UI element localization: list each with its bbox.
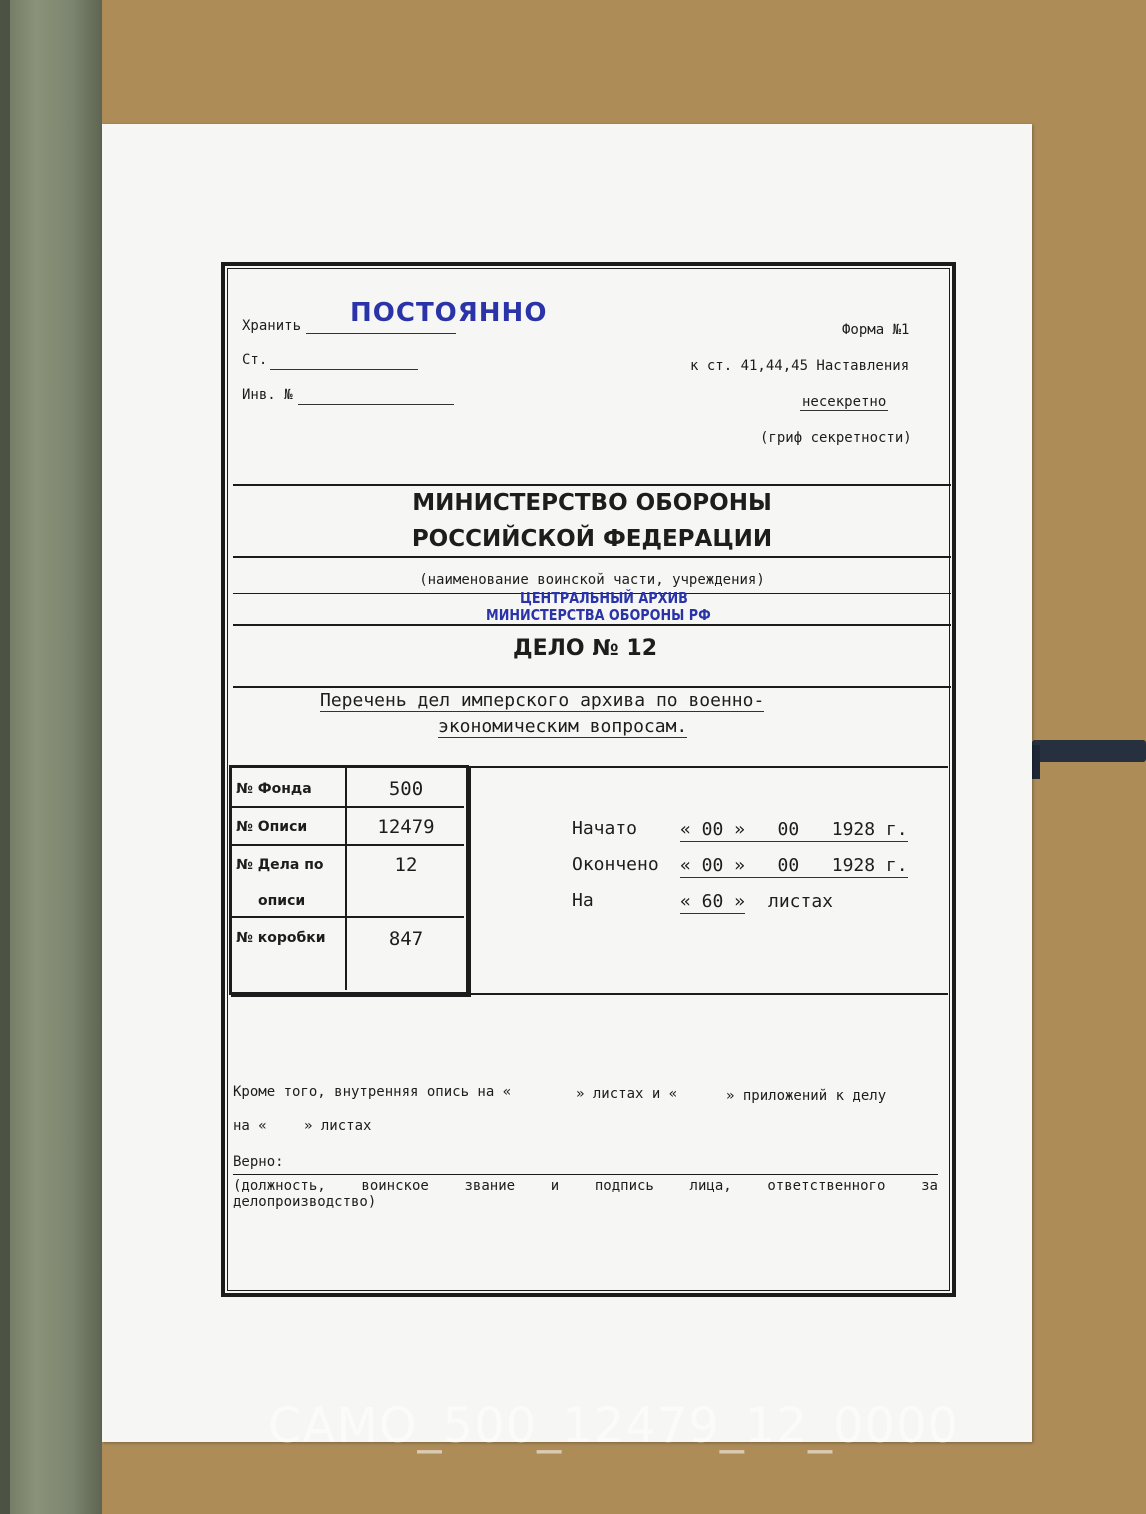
resp-word-2: воинское bbox=[361, 1178, 429, 1194]
end-date-row bbox=[680, 855, 908, 878]
tie-ribbon bbox=[1032, 740, 1146, 762]
folder-spine bbox=[0, 0, 102, 1514]
table-row-div-3 bbox=[232, 916, 464, 918]
divider-1 bbox=[233, 484, 951, 486]
fond-value: 500 bbox=[388, 778, 424, 800]
end-label: Окончено bbox=[572, 854, 659, 875]
stamp-postoyanno: ПОСТОЯННО bbox=[350, 298, 548, 328]
st-line bbox=[270, 369, 418, 370]
resp-word-7: ответственного bbox=[767, 1178, 886, 1194]
footer-na: на « bbox=[233, 1118, 267, 1134]
khranit-line bbox=[306, 333, 456, 334]
box-value: 847 bbox=[388, 928, 424, 950]
inv-line bbox=[298, 404, 454, 405]
resp-word-8: за bbox=[921, 1178, 938, 1194]
ministry-line1: МИНИСТЕРСТВО ОБОРОНЫ bbox=[412, 490, 772, 516]
table-row-div-1 bbox=[232, 806, 464, 808]
article-reference: к ст. 41,44,45 Наставления bbox=[690, 358, 910, 374]
footer-extra-3: » приложений к делу bbox=[726, 1088, 887, 1104]
start-year: 1928 г. bbox=[831, 819, 908, 840]
na-label: На bbox=[572, 890, 594, 911]
delo-label-2: описи bbox=[258, 893, 306, 909]
start-label: Начато bbox=[572, 818, 638, 839]
forma-number: Форма №1 bbox=[842, 322, 910, 338]
footer-verno: Верно: bbox=[233, 1154, 284, 1170]
divider-2 bbox=[233, 556, 951, 558]
label-st: Ст. bbox=[242, 352, 268, 368]
resp-word-4: и bbox=[550, 1178, 560, 1194]
responsible-caption bbox=[233, 1178, 938, 1194]
secrecy-value: несекретно bbox=[802, 394, 887, 410]
watermark-text: CAMO_500_12479_12_0000 bbox=[268, 1398, 960, 1454]
divider-7 bbox=[466, 993, 948, 995]
label-inv: Инв. № bbox=[242, 387, 293, 403]
secrecy-caption: (гриф секретности) bbox=[760, 430, 912, 446]
archive-stamp-line1: ЦЕНТРАЛЬНЫЙ АРХИВ bbox=[520, 589, 688, 607]
start-date-row bbox=[680, 819, 908, 842]
sheets-count: « 60 » bbox=[680, 891, 746, 912]
opis-label: № Описи bbox=[236, 819, 308, 835]
resp-word-3: звание bbox=[464, 1178, 516, 1194]
table-row-div-2 bbox=[232, 844, 464, 846]
responsible-caption-2: делопроизводство) bbox=[233, 1194, 377, 1210]
case-title-line2: экономическим вопросам. bbox=[438, 716, 688, 737]
delo-label-1: № Дела по bbox=[236, 857, 324, 873]
ministry-caption: (наименование воинской части, учреждения) bbox=[419, 572, 765, 588]
start-month: 00 bbox=[777, 819, 800, 840]
footer-listakh: » листах bbox=[304, 1118, 372, 1134]
archive-stamp-line2: МИНИСТЕРСТВА ОБОРОНЫ РФ bbox=[486, 606, 711, 624]
footer-extra-2: » листах и « bbox=[576, 1086, 678, 1102]
end-day: « 00 » bbox=[680, 855, 746, 876]
ministry-line2: РОССИЙСКОЙ ФЕДЕРАЦИИ bbox=[411, 526, 773, 552]
table-col-divider bbox=[345, 768, 347, 990]
box-label: № коробки bbox=[236, 930, 326, 946]
label-khranit: Хранить bbox=[242, 318, 302, 334]
resp-word-1: (должность, bbox=[233, 1178, 326, 1194]
resp-word-6: лица, bbox=[689, 1178, 732, 1194]
resp-word-5: подпись bbox=[594, 1178, 654, 1194]
delo-value: 12 bbox=[394, 854, 418, 876]
divider-4 bbox=[233, 624, 951, 626]
end-month: 00 bbox=[777, 855, 800, 876]
spine-edge bbox=[0, 0, 10, 1514]
verno-line bbox=[233, 1174, 938, 1175]
case-title-line1: Перечень дел имперского архива по военно- bbox=[320, 690, 765, 711]
end-year: 1928 г. bbox=[831, 855, 908, 876]
divider-6 bbox=[466, 766, 948, 768]
sheets-word: листах bbox=[768, 891, 834, 912]
divider-5 bbox=[233, 686, 951, 688]
footer-extra-1: Кроме того, внутренняя опись на « bbox=[233, 1084, 512, 1100]
fond-label: № Фонда bbox=[236, 781, 312, 797]
opis-value: 12479 bbox=[377, 816, 435, 838]
delo-number: ДЕЛО № 12 bbox=[513, 636, 657, 661]
start-day: « 00 » bbox=[680, 819, 746, 840]
